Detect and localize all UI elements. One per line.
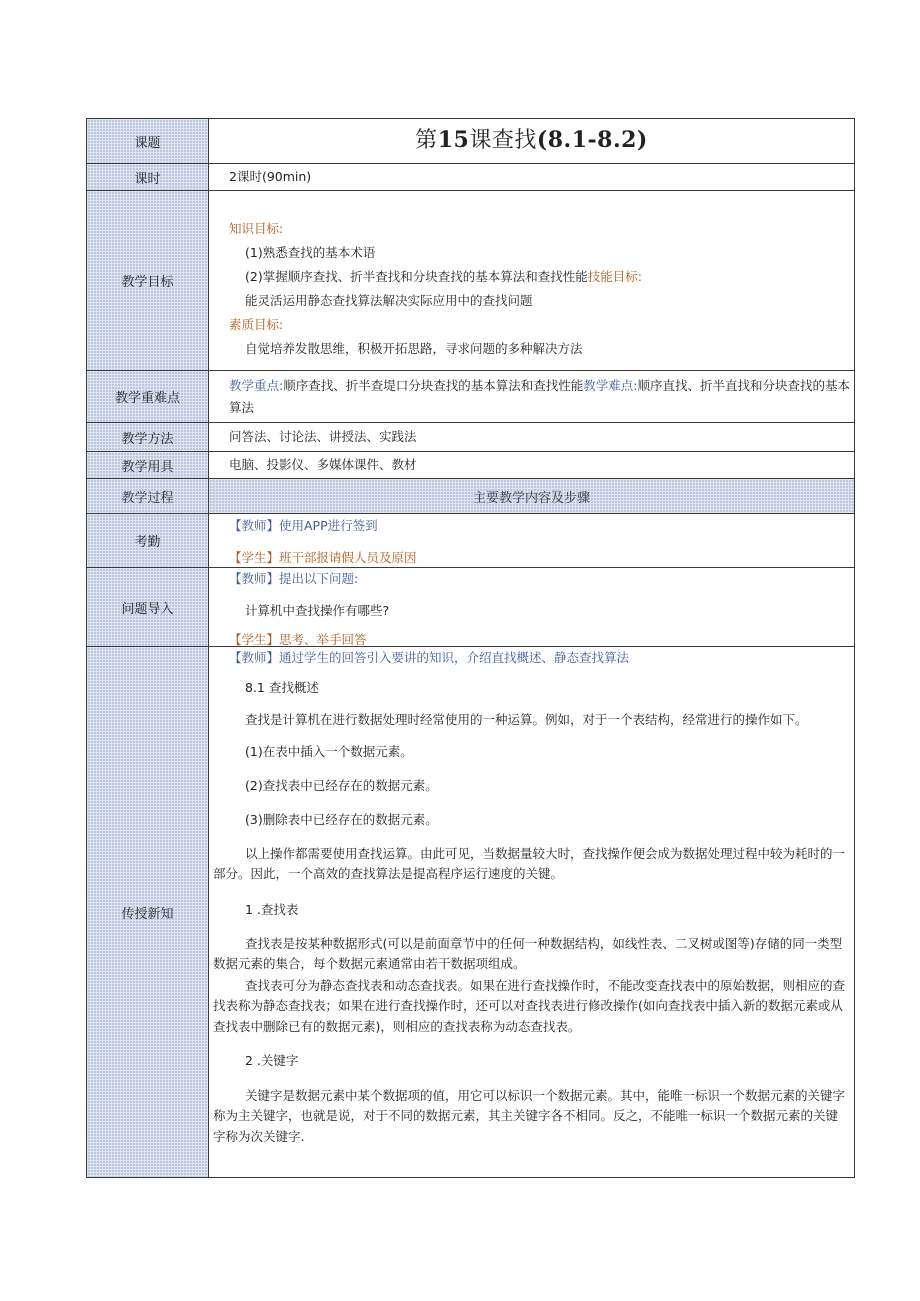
title-number: 15 — [437, 127, 470, 153]
key-points-row — [87, 371, 855, 423]
teach-label: 传授新知 — [87, 647, 209, 1178]
key-points-content — [209, 371, 855, 423]
list-item-2: (2)查找表中已经存在的数据元素。 — [245, 778, 438, 793]
attendance-row — [87, 514, 855, 568]
heading-lookup-table: 1 .查找表 — [245, 902, 299, 917]
objectives-row — [87, 191, 855, 371]
objectives-label: 教学目标 — [87, 191, 209, 371]
intro-content — [209, 568, 855, 647]
objectives-content — [209, 191, 855, 371]
period-row — [87, 164, 855, 191]
process-header-left: 教学过程 — [87, 479, 209, 514]
intro-student: 【学生】思考、举手回答 — [229, 632, 367, 646]
attendance-student: 【学生】班干部报请假人员及原因 — [229, 550, 417, 565]
title-mid: 课查找 — [469, 128, 537, 153]
key-points-label: 教学重难点 — [87, 371, 209, 423]
methods-label: 教学方法 — [87, 423, 209, 452]
teach-teacher: 【教师】通过学生的回答引入要讲的知识，介绍直找概述、静态查找算法 — [229, 650, 630, 665]
intro-question: 计算机中查找操作有哪些? — [245, 603, 390, 618]
methods-row — [87, 423, 855, 452]
knowledge-item-2: (2)掌握顺序查找、折半查找和分块查找的基本算法和查找性能技能目标: — [245, 269, 642, 284]
para-2: 以上操作都需要使用查找运算。由此可见，当数据量较大时，查找操作便会成为数据处理过程中较为耗时的一部分。因此，一个高效的查找算法是提高程序运行速度的关键。 — [213, 846, 846, 882]
attendance-label: 考勤 — [87, 514, 209, 568]
intro-label: 问题导入 — [87, 568, 209, 647]
quality-title: 素质目标: — [229, 317, 284, 332]
difficulty-text: 顺序直找、折半直找和分块查找的基本算法 — [229, 378, 850, 415]
heading-keyword: 2 .关键字 — [245, 1053, 299, 1068]
para-1: 查找是计算机在进行数据处理时经常使用的一种运算。例如，对于一个表结构，经常进行的操作如下。 — [245, 712, 808, 727]
para-4: 查找表可分为静态查找表和动态查找表。如果在进行查找操作时，不能改变查找表中的原始数据，则相应的查找表称为静态查找表；如果在进行查找操作时，还可以对查找表进行修改操作(如向查找表中插入新的数据元素或从查找表中删除已有的数据元素)，则相应的查找表称为动态查找表。 — [213, 978, 846, 1034]
methods-value: 问答法、讨论法、讲授法、实践法 — [209, 423, 855, 452]
skill-title: 技能目标: — [587, 269, 642, 284]
process-header-right: 主要教学内容及步骤 — [209, 479, 855, 514]
attendance-teacher: 【教师】使用APP进行签到 — [229, 518, 378, 533]
teach-row — [87, 647, 855, 1178]
para-5: 关键字是数据元素中某个数据项的值，用它可以标识一个数据元素。其中，能唯一标识一个数据元素的关键字称为主关键字，也就是说，对于不同的数据元素，其主关键字各不相同。反之，不能唯一标识一个数据元素的关键字称为次关键字. — [213, 1088, 846, 1144]
list-item-1: (1)在表中插入一个数据元素。 — [245, 744, 413, 759]
section-8-1: 8.1 查找概述 — [245, 680, 319, 695]
key-title: 教学重点: — [229, 378, 284, 393]
period-label: 课时 — [87, 164, 209, 191]
knowledge-title: 知识目标: — [229, 221, 284, 236]
skill-text: 能灵活运用静态查找算法解决实际应用中的查找问题 — [245, 293, 533, 308]
title-prefix: 第 — [415, 128, 438, 153]
teach-content — [209, 647, 855, 1178]
attendance-content — [209, 514, 855, 568]
topic-row — [87, 119, 855, 164]
para-3: 查找表是按某种数据形式(可以是前面章节中的任何一种数据结构，如线性表、二叉树或图等)存储的同一类型数据元素的集合，每个数据元素通常由若干数据项组成。 — [213, 936, 843, 972]
tools-row — [87, 452, 855, 479]
title-range: (8.1-8.2) — [536, 127, 648, 153]
lesson-plan-table — [86, 118, 855, 1178]
intro-teacher: 【教师】提出以下问题: — [229, 571, 359, 586]
difficulty-title: 教学难点: — [583, 378, 638, 393]
intro-row — [87, 568, 855, 647]
quality-text: 自觉培养发散思维，积极开拓思路，寻求问题的多种解决方法 — [245, 341, 583, 356]
topic-label: 课题 — [87, 119, 209, 164]
process-header-row — [87, 479, 855, 514]
list-item-3: (3)删除表中已经存在的数据元素。 — [245, 812, 438, 827]
knowledge-item-1: (1)熟悉查找的基本术语 — [245, 245, 376, 260]
key-text: 顺序查找、折半查堤口分块查找的基本算法和查找性能 — [283, 378, 584, 393]
tools-value: 电脑、投影仪、多媒体课件、教材 — [209, 452, 855, 479]
tools-label: 教学用具 — [87, 452, 209, 479]
period-value: 2课时(90min) — [209, 164, 855, 191]
page-title — [209, 119, 855, 164]
